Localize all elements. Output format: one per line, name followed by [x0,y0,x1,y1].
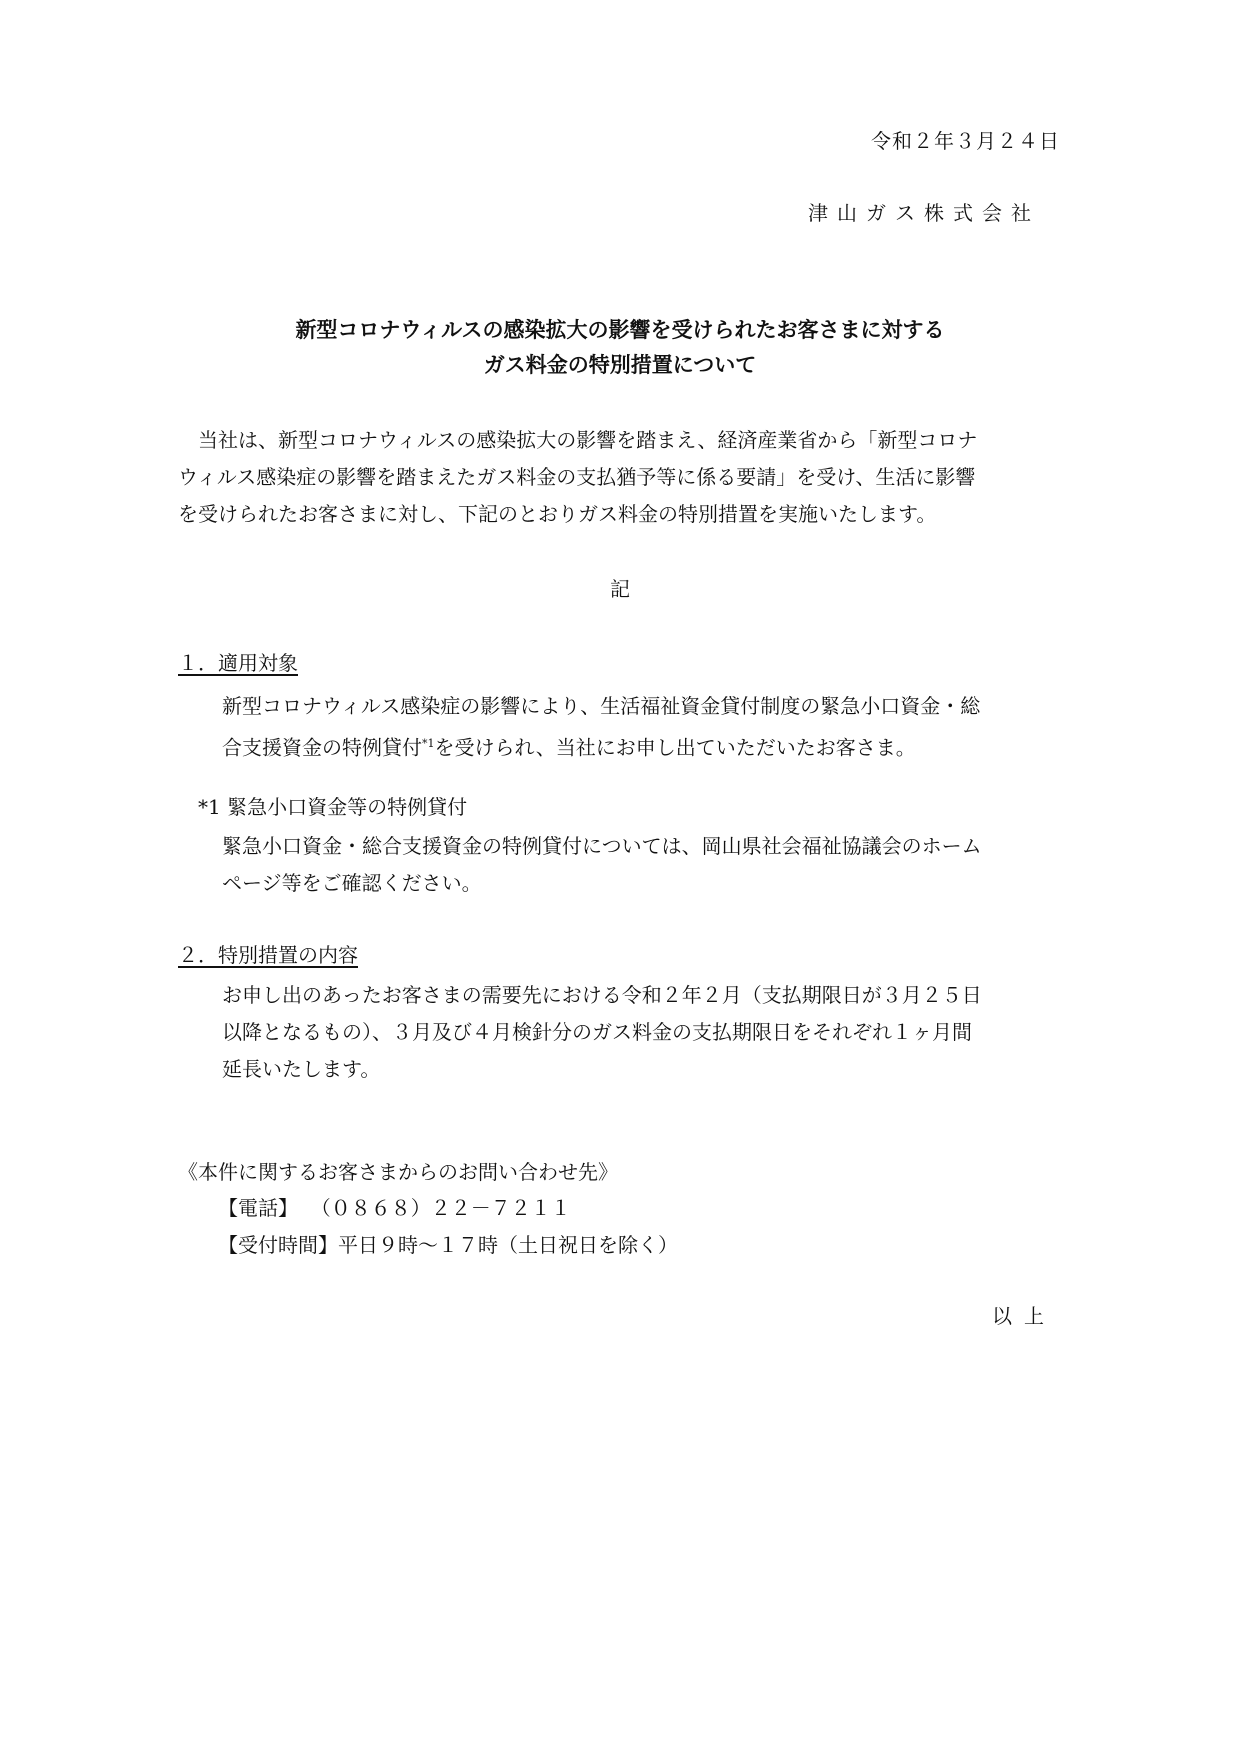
intro-line-1: 当社は、新型コロナウィルスの感染拡大の影響を踏まえ、経済産業省から「新型コロナ [198,428,978,452]
contact-hours [218,1230,678,1260]
section-1-line-2 [222,725,1062,767]
section-1-line-1: 新型コロナウィルス感染症の影響により、生活福祉資金貸付制度の緊急小口資金・総 [222,694,981,718]
section-1-line-2-b: を受けられ、当社にお申し出ていただいたお客さま。 [434,735,916,760]
document-title-line-1: 新型コロナウィルスの感染拡大の影響を受けられたお客さまに対する [295,318,945,342]
section-2-line-1: お申し出のあったお客さまの需要先における令和２年２月（支払期限日が３月２５日 [222,983,982,1007]
document-date: 令和２年３月２４日 [871,129,1060,153]
closing-mark: 以上 [992,1304,1056,1328]
section-1-heading: １．適用対象 [178,651,298,675]
section-2-line-3: 延長いたします。 [222,1057,381,1081]
phone-label: 【電話】 [218,1196,298,1220]
footnote-line-2: ページ等をご確認ください。 [222,871,482,895]
footnote-body [222,828,1062,902]
ki-heading: 記 [610,577,630,601]
section-2-body [222,977,1062,1088]
section-1-body [222,688,1062,767]
intro-line-2: ウィルス感染症の影響を踏まえたガス料金の支払猶予等に係る要請」を受け、生活に影響 [178,465,976,489]
footnote-line-1: 緊急小口資金・総合支援資金の特例貸付については、岡山県社会福祉協議会のホーム [222,834,982,858]
intro-paragraph [178,422,1058,533]
section-2-line-2: 以降となるもの）、３月及び４月検針分のガス料金の支払期限日をそれぞれ１ヶ月間 [222,1020,972,1044]
contact-phone [218,1193,571,1223]
intro-line-3: を受けられたお客さまに対し、下記のとおりガス料金の特別措置を実施いたします。 [178,502,937,526]
footnote-heading: *1 緊急小口資金等の特例貸付 [198,795,468,819]
hours-label: 【受付時間】 [218,1233,338,1257]
company-name: 津山ガス株式会社 [808,201,1040,225]
phone-number: （０８６８）２２－７２１１ [310,1196,571,1220]
footnote-marker: *1 [422,737,435,750]
section-2-heading: ２．特別措置の内容 [178,943,358,967]
hours-value: 平日９時～１７時（土日祝日を除く） [338,1233,678,1257]
contact-heading: 《本件に関するお客さまからのお問い合わせ先》 [178,1160,618,1184]
document-title-line-2: ガス料金の特別措置について [483,353,757,377]
section-1-line-2-a: 合支援資金の特例貸付 [222,735,422,760]
